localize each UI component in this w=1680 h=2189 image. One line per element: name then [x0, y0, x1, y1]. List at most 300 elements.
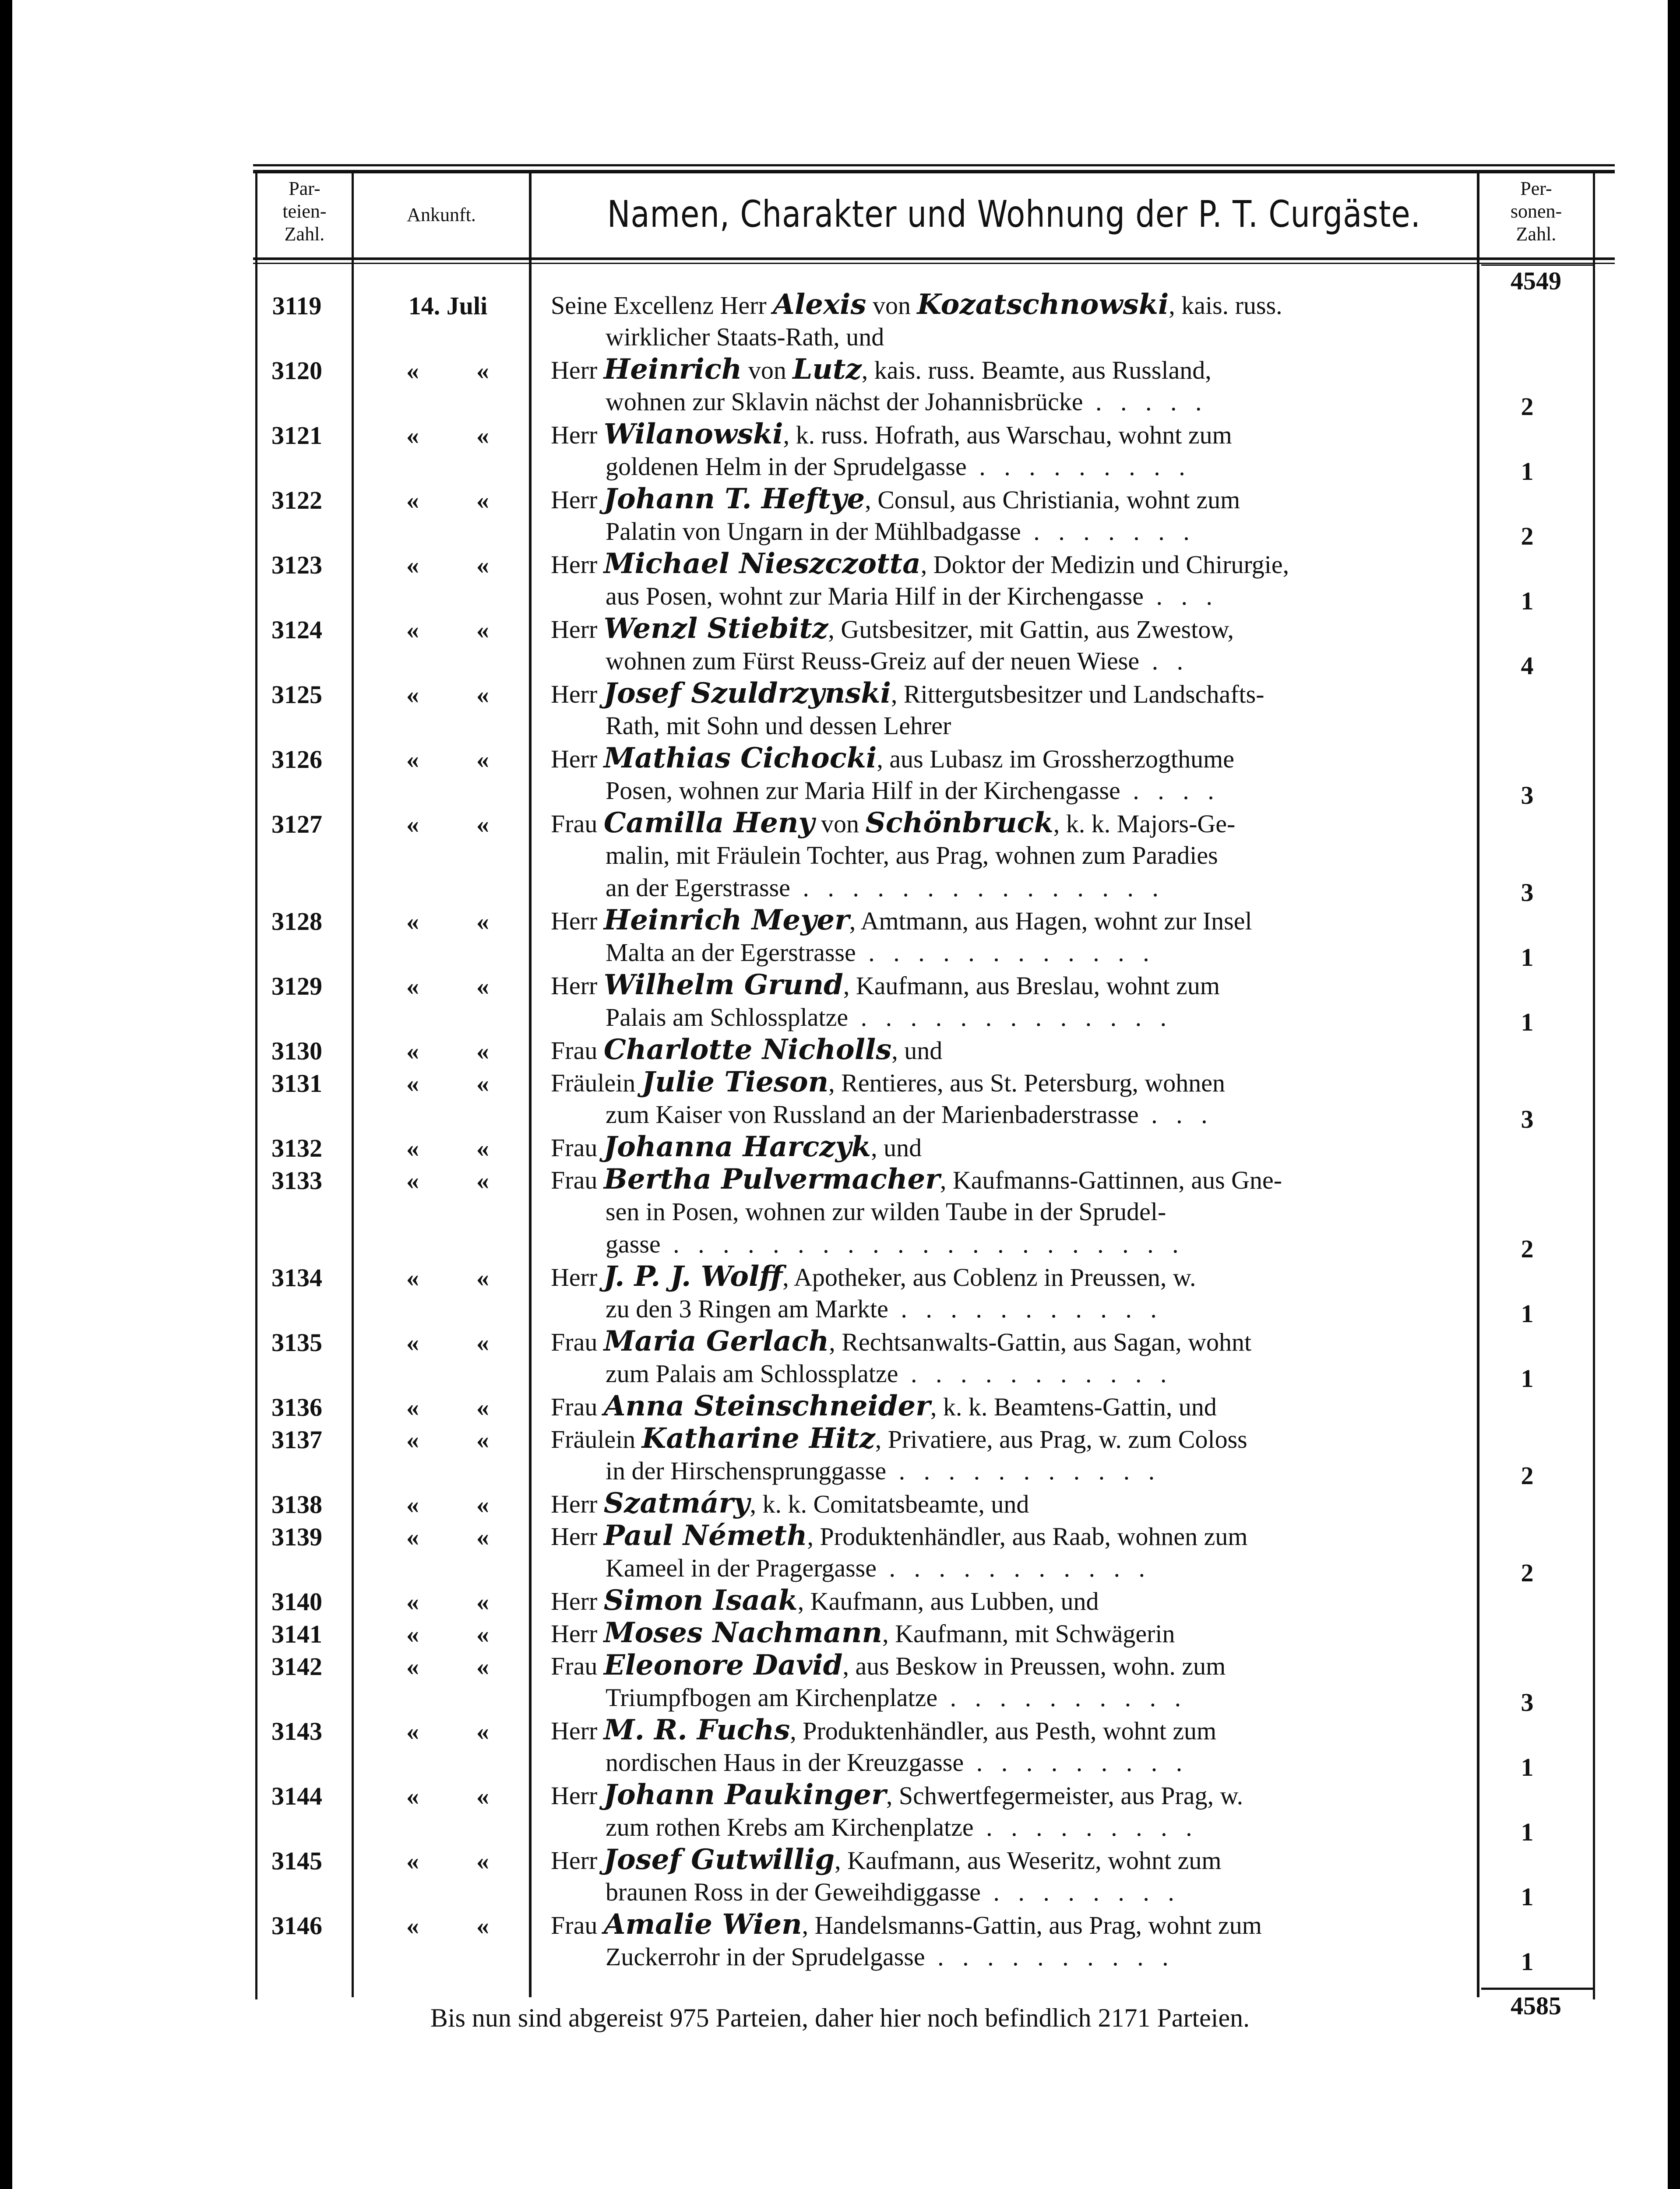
- entry-persons: 3: [1521, 781, 1534, 809]
- entry-text-continuation: [606, 710, 1470, 742]
- guest-name: Josef Szuldrzynski: [603, 677, 891, 710]
- entry-text: Herr: [551, 356, 604, 384]
- entry-text: Herr: [551, 1717, 604, 1745]
- entry-text: Herr: [551, 1781, 604, 1810]
- final-total: 4585: [1511, 1992, 1561, 2020]
- ditto-mark: «: [406, 745, 419, 774]
- leader-dots: . . . . . . . . . . . . .: [848, 1003, 1173, 1031]
- leader-dots: . . . .: [1120, 776, 1220, 805]
- entry-text-line: [551, 1260, 1470, 1294]
- entry-row: [12, 1487, 1668, 1522]
- entry-text: , und: [871, 1133, 922, 1162]
- entry-row: [12, 1584, 1668, 1619]
- ditto-mark: «: [476, 1134, 489, 1162]
- ditto-mark: «: [476, 1393, 489, 1422]
- entry-text-continuation: [606, 1455, 1470, 1487]
- header-bottom-rule-2: [253, 263, 1615, 264]
- ditto-mark: «: [476, 745, 489, 774]
- entry-text-line: [551, 289, 1470, 322]
- entry-text-line: [551, 483, 1470, 516]
- leader-dots: . . . . . . . . . . .: [886, 1457, 1161, 1485]
- entry-text: , Doktor der Medizin und Chirurgie,: [920, 550, 1289, 579]
- header-personen-zahl: Per- sonen- Zahl.: [1510, 178, 1562, 245]
- entry-text: Zuckerrohr in der Sprudelgasse: [606, 1943, 925, 1971]
- guest-name: Heinrich: [603, 353, 742, 386]
- guest-name: Michael Nieszczotta: [603, 548, 921, 580]
- guest-name: Szatmáry: [603, 1487, 750, 1520]
- ditto-mark: «: [406, 1490, 419, 1519]
- entry-text: Herr: [551, 615, 604, 644]
- top-double-rule-1: [253, 164, 1615, 166]
- entry-number: 3123: [271, 551, 322, 579]
- entry-text: Herr: [551, 680, 604, 708]
- footer-summary: Bis nun sind abgereist 975 Parteien, daher hier noch befindlich 2171 Parteien.: [430, 2003, 1250, 2032]
- ditto-mark: «: [476, 356, 489, 385]
- entry-persons: 1: [1521, 587, 1534, 615]
- final-total-rule: [1481, 1988, 1593, 1990]
- entry-text-line: [551, 1422, 1470, 1456]
- guest-name: Julie Tieson: [641, 1066, 829, 1098]
- guest-name: Paul Németh: [603, 1520, 807, 1552]
- guest-name: Schönbruck: [865, 807, 1053, 839]
- entry-persons: 2: [1521, 392, 1534, 421]
- ditto-mark: «: [476, 680, 489, 709]
- entry-text: von: [814, 809, 866, 838]
- ditto-mark: «: [476, 1911, 489, 1940]
- entry-text-continuation: [606, 580, 1470, 612]
- ditto-mark: «: [406, 1782, 419, 1810]
- entry-row: [12, 1619, 1668, 1652]
- entry-text: nordischen Haus in der Kreuzgasse: [606, 1748, 964, 1777]
- entry-text: an der Egerstrasse: [606, 873, 790, 902]
- entry-row: [12, 1781, 1668, 1846]
- entry-row: [12, 742, 1668, 809]
- ditto-mark: «: [406, 486, 419, 514]
- ditto-mark: «: [406, 680, 419, 709]
- entry-text: Fräulein: [551, 1425, 642, 1453]
- leader-dots: . . . . . . .: [1021, 517, 1196, 545]
- entry-text: , Handelsmanns-Gattin, aus Prag, wohnt zum: [802, 1911, 1262, 1939]
- entry-number: 3138: [271, 1490, 322, 1519]
- guest-name: Bertha Pulvermacher: [603, 1163, 940, 1196]
- entry-text-continuation: [606, 1098, 1470, 1131]
- ditto-mark: «: [406, 1393, 419, 1422]
- entry-text-line: [551, 969, 1470, 1002]
- guest-name: Anna Steinschneider: [603, 1390, 930, 1422]
- ditto-mark: «: [476, 1652, 489, 1681]
- entry-text-continuation: [606, 386, 1470, 418]
- entry-text: wohnen zur Sklavin nächst der Johannisbrücke: [606, 387, 1083, 416]
- entry-row: [12, 1325, 1668, 1393]
- ditto-mark: «: [476, 1717, 489, 1746]
- entry-text: Frau: [551, 1133, 604, 1162]
- entry-text: , Amtmann, aus Hagen, wohnt zur Insel: [849, 907, 1252, 935]
- ditto-mark: «: [476, 1490, 489, 1519]
- entry-persons: 1: [1521, 457, 1534, 486]
- entry-text: , Produktenhändler, aus Raab, wohnen zum: [807, 1522, 1248, 1551]
- leader-dots: . .: [1139, 647, 1190, 675]
- entry-text: , k. k. Comitatsbeamte, und: [750, 1490, 1029, 1518]
- entry-text: Frau: [551, 1166, 604, 1194]
- entry-row: [12, 1714, 1668, 1781]
- ditto-mark: «: [476, 1425, 489, 1454]
- guest-name: Wilanowski: [603, 418, 783, 450]
- ditto-mark: «: [476, 1587, 489, 1616]
- ditto-mark: «: [406, 1620, 419, 1648]
- entry-row: [12, 1422, 1668, 1490]
- ditto-mark: «: [476, 551, 489, 579]
- entry-text: , kais. russ. Beamte, aus Russland,: [861, 356, 1212, 384]
- entry-text: von: [742, 356, 793, 384]
- entry-text-line: [551, 548, 1470, 581]
- guest-name: Wilhelm Grund: [603, 969, 843, 1001]
- entry-text-line: [551, 1649, 1470, 1682]
- entry-text-continuation: [606, 1746, 1470, 1779]
- ditto-mark: «: [406, 1328, 419, 1357]
- entry-persons: 2: [1521, 1559, 1534, 1587]
- entry-text: Palais am Schlossplatze: [606, 1003, 849, 1031]
- entry-text-continuation: [606, 936, 1470, 969]
- entry-text: Triumpfbogen am Kirchenplatze: [606, 1683, 938, 1712]
- entry-persons: 1: [1521, 1753, 1534, 1781]
- ditto-mark: «: [406, 1587, 419, 1616]
- entry-text: Herr: [551, 1263, 604, 1292]
- header-bottom-rule: [253, 257, 1615, 260]
- entry-text-line: [551, 1131, 1470, 1164]
- entry-text: Frau: [551, 1393, 604, 1421]
- guest-name: Camilla Heny: [603, 807, 815, 839]
- entry-text-continuation: [606, 1876, 1470, 1908]
- entry-row: [12, 809, 1668, 907]
- entry-number: 3124: [271, 616, 322, 644]
- entry-text-continuation: [606, 1293, 1470, 1325]
- entry-row: [12, 971, 1668, 1036]
- entry-persons: 3: [1521, 878, 1534, 907]
- entry-text-line: [551, 1584, 1470, 1618]
- guest-name: Kozatschnowski: [917, 289, 1169, 321]
- ditto-mark: «: [406, 907, 419, 936]
- entry-number: 3119: [272, 292, 322, 320]
- entry-text-continuation: [606, 872, 1470, 904]
- leader-dots: . . . . . . . . . . . . . . .: [790, 873, 1165, 902]
- entry-row: [12, 1649, 1668, 1717]
- guest-name: Heinrich Meyer: [603, 904, 849, 936]
- entry-persons: 2: [1521, 522, 1534, 550]
- entry-text: zum rothen Krebs am Kirchenplatze: [606, 1813, 974, 1841]
- entry-text-continuation: [606, 450, 1470, 483]
- entry-text: Herr: [551, 907, 604, 935]
- entry-row: [12, 1846, 1668, 1911]
- ditto-mark: «: [406, 356, 419, 385]
- leader-dots: . . . . . . . .: [980, 1878, 1180, 1906]
- entry-number: 3139: [271, 1523, 322, 1551]
- ditto-mark: «: [406, 1847, 419, 1875]
- entry-text-continuation: [606, 1552, 1470, 1584]
- entry-text-line: [551, 353, 1470, 387]
- entry-row: [12, 1522, 1668, 1587]
- leader-dots: . . . . . . . . . . .: [888, 1295, 1163, 1323]
- guest-name: Lutz: [792, 353, 862, 386]
- entry-row: [12, 1260, 1668, 1328]
- guest-name: Johann T. Heftye: [603, 483, 865, 515]
- guest-name: Alexis: [773, 289, 866, 321]
- entry-text: , Kaufmann, aus Breslau, wohnt zum: [843, 971, 1220, 1000]
- leader-dots: . . . . . . . . . . . .: [856, 938, 1155, 967]
- entry-text: sen in Posen, wohnen zur wilden Taube in der Sprudel-: [606, 1197, 1166, 1226]
- ditto-mark: «: [406, 1911, 419, 1940]
- entry-text: Palatin von Ungarn in der Mühlbadgasse: [606, 517, 1021, 545]
- entry-persons: 1: [1521, 1364, 1534, 1393]
- entry-text: Malta an der Egerstrasse: [606, 938, 856, 967]
- entry-text: zum Palais am Schlossplatze: [606, 1359, 898, 1388]
- entry-text: goldenen Helm in der Sprudelgasse: [606, 452, 967, 481]
- entry-persons: 2: [1521, 1235, 1534, 1263]
- entry-number: 3128: [271, 907, 322, 936]
- entry-text-line: [551, 612, 1470, 646]
- header-ankunft: Ankunft.: [407, 204, 476, 225]
- entry-row: [12, 418, 1668, 486]
- guest-name: Johanna Harczyk: [603, 1131, 871, 1163]
- entry-text: Herr: [551, 1846, 604, 1875]
- entry-text: , Produktenhändler, aus Pesth, wohnt zum: [790, 1717, 1217, 1745]
- entry-text: Herr: [551, 1587, 604, 1615]
- ditto-mark: «: [406, 1717, 419, 1746]
- entry-text: Frau: [551, 1036, 604, 1065]
- header-parteien-zahl: Par- teien- Zahl.: [282, 178, 327, 245]
- entry-text: Herr: [551, 1490, 604, 1518]
- entry-row: [12, 353, 1668, 421]
- entry-persons: 1: [1521, 1299, 1534, 1328]
- guest-name: Josef Gutwillig: [603, 1844, 835, 1876]
- entry-text-line: [551, 1617, 1470, 1650]
- entry-text: wirklicher Staats-Rath, und: [606, 323, 884, 351]
- entry-text: Seine Excellenz Herr: [551, 291, 773, 320]
- entry-number: 3145: [271, 1847, 322, 1875]
- entry-text-continuation: [606, 1358, 1470, 1390]
- entry-number: 3126: [271, 745, 322, 774]
- entry-number: 3135: [271, 1328, 322, 1357]
- ditto-mark: «: [476, 1069, 489, 1098]
- entry-text: Posen, wohnen zur Maria Hilf in der Kirchengasse: [606, 776, 1120, 805]
- entry-row: [12, 1908, 1668, 1976]
- entry-number: 3127: [271, 810, 322, 838]
- ditto-mark: «: [406, 616, 419, 644]
- ditto-mark: «: [406, 1037, 419, 1065]
- entry-row: [12, 612, 1668, 680]
- entry-row: [12, 1133, 1668, 1166]
- entry-number: 3141: [271, 1620, 322, 1648]
- entry-text: wohnen zum Fürst Reuss-Greiz auf der neuen Wiese: [606, 647, 1140, 675]
- entry-text-line: [551, 1163, 1470, 1197]
- guest-name: Amalie Wien: [603, 1908, 802, 1941]
- ditto-mark: «: [476, 421, 489, 450]
- entry-text: gasse: [606, 1230, 661, 1258]
- entry-row: [12, 1066, 1668, 1133]
- entry-persons: 1: [1521, 1818, 1534, 1846]
- entry-text-line: [551, 1066, 1470, 1099]
- entry-text-line: [551, 1908, 1470, 1942]
- entry-text-line: [551, 1520, 1470, 1553]
- leader-dots: . . .: [1138, 1100, 1214, 1129]
- entry-text: , aus Lubasz im Grossherzogthume: [877, 745, 1234, 773]
- entry-persons: 1: [1521, 1883, 1534, 1911]
- entry-text: , Kaufmann, aus Lubben, und: [797, 1587, 1099, 1615]
- ditto-mark: «: [406, 1069, 419, 1098]
- entry-number: 3134: [271, 1263, 322, 1292]
- entry-persons: 4: [1521, 651, 1534, 680]
- entry-text: Herr: [551, 971, 604, 1000]
- leader-dots: . . . . . . . . .: [973, 1813, 1198, 1841]
- entry-number: 3121: [271, 421, 322, 450]
- guest-name: Simon Isaak: [603, 1584, 798, 1617]
- entry-text: Frau: [551, 1911, 604, 1939]
- ditto-mark: «: [476, 1166, 489, 1195]
- guest-name: Katharine Hitz: [641, 1422, 875, 1455]
- entry-text-continuation: [606, 1196, 1470, 1228]
- ditto-mark: «: [406, 1263, 419, 1292]
- entry-text-continuation: [606, 1001, 1470, 1034]
- entry-number: 3130: [271, 1037, 322, 1065]
- entry-text-continuation: [606, 1941, 1470, 1973]
- entry-text-line: [551, 742, 1470, 775]
- guest-name: Mathias Cichocki: [603, 742, 877, 774]
- ditto-mark: «: [476, 616, 489, 644]
- entry-row: [12, 550, 1668, 615]
- entry-text: Herr: [551, 745, 604, 773]
- entry-number: 3132: [271, 1134, 322, 1162]
- entry-text: , Kaufmann, mit Schwägerin: [882, 1619, 1175, 1648]
- leader-dots: . . . . . . . . .: [964, 1748, 1189, 1777]
- ditto-mark: «: [476, 1523, 489, 1551]
- entry-text: Frau: [551, 809, 604, 838]
- entry-number: 3125: [271, 680, 322, 709]
- entry-text-line: [551, 904, 1470, 937]
- entry-persons: 1: [1521, 943, 1534, 971]
- guest-name: Wenzl Stiebitz: [603, 612, 828, 645]
- entry-text-line: [551, 807, 1470, 840]
- entry-text: Herr: [551, 550, 604, 579]
- ditto-mark: «: [406, 1652, 419, 1681]
- entry-text-continuation: [606, 321, 1470, 353]
- entry-text: Frau: [551, 1652, 604, 1680]
- leader-dots: . . . . . . . . . . . . . . . . . . . . .: [660, 1230, 1185, 1258]
- leader-dots: . . . . . . . . . .: [937, 1683, 1187, 1712]
- entry-text-line: [551, 677, 1470, 711]
- entry-persons: 1: [1521, 1947, 1534, 1976]
- entry-row: [12, 1036, 1668, 1069]
- entry-text: zu den 3 Ringen am Markte: [606, 1295, 888, 1323]
- entry-text: aus Posen, wohnt zur Maria Hilf in der Kirchengasse: [606, 582, 1144, 610]
- entry-text-line: [551, 1779, 1470, 1812]
- ditto-mark: «: [476, 1263, 489, 1292]
- entry-text-continuation: [606, 774, 1470, 807]
- entry-number: 3129: [271, 972, 322, 1000]
- ditto-mark: «: [476, 1037, 489, 1065]
- entry-text: , Apotheker, aus Coblenz in Preussen, w.: [782, 1263, 1196, 1292]
- entry-persons: 3: [1521, 1105, 1534, 1133]
- top-double-rule-2: [253, 170, 1615, 173]
- entry-persons: 2: [1521, 1461, 1534, 1490]
- entry-text: , Kaufmann, aus Weseritz, wohnt zum: [835, 1846, 1222, 1875]
- entry-text: malin, mit Fräulein Tochter, aus Prag, wohnen zum Paradies: [606, 841, 1218, 869]
- entry-text-continuation: [606, 645, 1470, 677]
- entry-text: , Schwertfegermeister, aus Prag, w.: [886, 1781, 1243, 1810]
- entry-text: , und: [891, 1036, 943, 1065]
- entry-text-continuation: [606, 1682, 1470, 1714]
- guest-name: Maria Gerlach: [603, 1325, 829, 1358]
- entry-text: , Rechtsanwalts-Gattin, aus Sagan, wohnt: [829, 1328, 1252, 1356]
- ditto-mark: «: [476, 907, 489, 936]
- entry-text: , kais. russ.: [1169, 291, 1282, 320]
- guest-name: Charlotte Nicholls: [603, 1034, 892, 1066]
- ditto-mark: «: [476, 1847, 489, 1875]
- entry-arrival: 14. Juli: [408, 292, 488, 320]
- entry-row: [12, 291, 1668, 356]
- entry-text: Herr: [551, 1522, 604, 1551]
- entry-text-line: [551, 1844, 1470, 1877]
- entry-text-line: [551, 1325, 1470, 1358]
- entry-number: 3142: [271, 1652, 322, 1681]
- entry-text: , aus Beskow in Preussen, wohn. zum: [842, 1652, 1226, 1680]
- ditto-mark: «: [476, 1782, 489, 1810]
- entry-text: , k. k. Majors-Ge-: [1053, 809, 1236, 838]
- guest-name: Johann Paukinger: [603, 1779, 886, 1811]
- entry-text-line: [551, 1487, 1470, 1520]
- entry-text: Rath, mit Sohn und dessen Lehrer: [606, 711, 951, 740]
- entry-persons: 3: [1521, 1688, 1534, 1717]
- entry-text-line: [551, 418, 1470, 451]
- entry-number: 3133: [271, 1166, 322, 1195]
- entry-text-line: [551, 1714, 1470, 1747]
- entry-text: , Consul, aus Christiania, wohnt zum: [865, 486, 1240, 514]
- entry-text-continuation: [606, 1228, 1470, 1260]
- entry-number: 3144: [271, 1782, 322, 1810]
- entry-text: , Rentieres, aus St. Petersburg, wohnen: [828, 1069, 1225, 1097]
- entry-number: 3143: [271, 1717, 322, 1746]
- ditto-mark: «: [406, 810, 419, 838]
- ditto-mark: «: [406, 551, 419, 579]
- entry-text-continuation: [606, 515, 1470, 548]
- ditto-mark: «: [406, 1425, 419, 1454]
- entry-text: Kameel in der Pragergasse: [606, 1554, 877, 1582]
- entry-text: Herr: [551, 486, 604, 514]
- leader-dots: . . .: [1143, 582, 1219, 610]
- carry-total-rule: [1481, 264, 1593, 266]
- guest-name: M. R. Fuchs: [603, 1714, 790, 1746]
- carry-total: 4549: [1511, 267, 1561, 295]
- entry-text: Fräulein: [551, 1069, 642, 1097]
- entry-text-continuation: [606, 1811, 1470, 1844]
- ditto-mark: «: [406, 421, 419, 450]
- ditto-mark: «: [476, 486, 489, 514]
- ditto-mark: «: [476, 1620, 489, 1648]
- entry-text-continuation: [606, 839, 1470, 872]
- entry-persons: 1: [1521, 1008, 1534, 1036]
- entry-text: Herr: [551, 1619, 604, 1648]
- entry-text: , Privatiere, aus Prag, w. zum Coloss: [875, 1425, 1247, 1453]
- entry-text: in der Hirschensprunggasse: [606, 1457, 887, 1485]
- entry-row: [12, 677, 1668, 745]
- guest-name: Moses Nachmann: [603, 1617, 883, 1649]
- entry-row: [12, 483, 1668, 550]
- entry-text: braunen Ross in der Geweihdiggasse: [606, 1878, 981, 1906]
- entry-number: 3131: [271, 1069, 322, 1098]
- ditto-mark: «: [406, 1134, 419, 1162]
- leader-dots: . . . . . . . . .: [966, 452, 1191, 481]
- ditto-mark: «: [476, 1328, 489, 1357]
- guest-name: J. P. J. Wolff: [603, 1260, 783, 1293]
- leader-dots: . . . . . . . . . . .: [876, 1554, 1151, 1582]
